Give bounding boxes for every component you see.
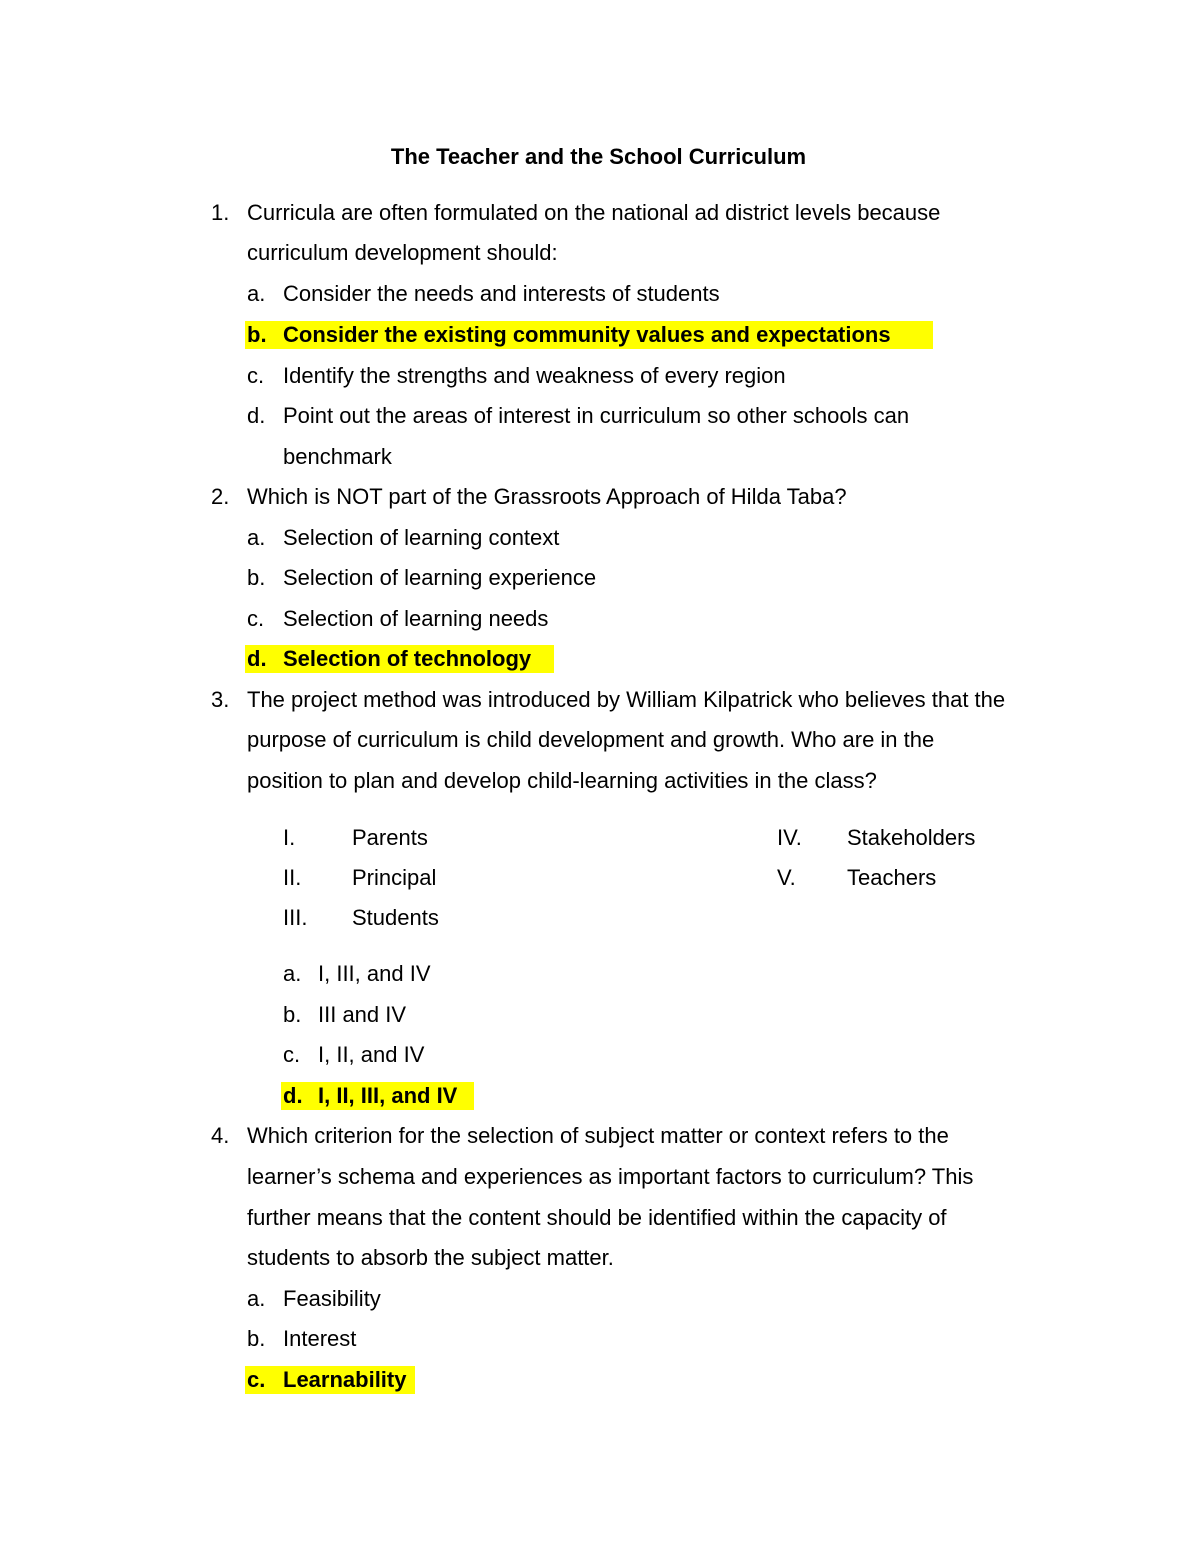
roman-text: Teachers [847,865,937,890]
option-letter: d. [283,1083,303,1108]
roman-text: Principal [352,865,437,890]
option-text: I, II, III, and IV [318,1083,458,1108]
option-letter: c. [247,363,265,388]
roman-number: II. [283,865,302,890]
option-text: Selection of learning experience [283,565,597,590]
option-letter: c. [247,1367,266,1392]
option-letter: b. [247,322,267,347]
option-letter: c. [283,1042,301,1067]
option-letter: c. [247,606,265,631]
option-text: Consider the needs and interests of students [283,281,720,306]
option-text: Selection of learning context [283,525,560,550]
option-text: I, II, and IV [318,1042,425,1067]
document-title: The Teacher and the School Curriculum [390,144,807,169]
option-letter: b. [247,1326,266,1351]
question-text: students to absorb the subject matter. [247,1245,614,1270]
option-text: Selection of technology [283,646,532,671]
question-text: The project method was introduced by William Kilpatrick who believes that the [247,687,1006,712]
roman-number: I. [283,825,296,850]
question-number: 3. [211,687,230,712]
option-text: III and IV [318,1002,407,1027]
question-text: Curricula are often formulated on the national ad district levels because [247,200,941,225]
roman-number: III. [283,905,308,930]
question-text: learner’s schema and experiences as important factors to curriculum? This [247,1164,974,1189]
option-text: Learnability [283,1367,407,1392]
option-letter: a. [247,525,266,550]
option-letter: d. [247,403,266,428]
question-text: purpose of curriculum is child development and growth. Who are in the [247,727,935,752]
roman-number: V. [777,865,796,890]
option-letter: b. [247,565,266,590]
question-text: Which is NOT part of the Grassroots Approach of Hilda Taba? [247,484,847,509]
roman-text: Stakeholders [847,825,976,850]
question-number: 1. [211,200,230,225]
option-text: Interest [283,1326,357,1351]
question-number: 4. [211,1123,230,1148]
question-text: position to plan and develop child-learning activities in the class? [247,768,877,793]
roman-text: Parents [352,825,428,850]
question-text: curriculum development should: [247,240,558,265]
option-letter: a. [247,281,266,306]
option-text: Consider the existing community values and expectations [283,322,891,347]
option-text: Point out the areas of interest in curriculum so other schools can [283,403,910,428]
option-text: benchmark [283,444,392,469]
option-text: Selection of learning needs [283,606,549,631]
option-text: Feasibility [283,1286,381,1311]
question-number: 2. [211,484,230,509]
question-text: further means that the content should be identified within the capacity of [247,1205,947,1230]
option-text: I, III, and IV [318,961,431,986]
roman-text: Students [352,905,439,930]
option-letter: b. [283,1002,302,1027]
option-letter: a. [283,961,302,986]
option-letter: d. [247,646,267,671]
option-text: Identify the strengths and weakness of every region [283,363,786,388]
option-letter: a. [247,1286,266,1311]
roman-number: IV. [777,825,802,850]
question-text: Which criterion for the selection of subject matter or context refers to the [247,1123,949,1148]
